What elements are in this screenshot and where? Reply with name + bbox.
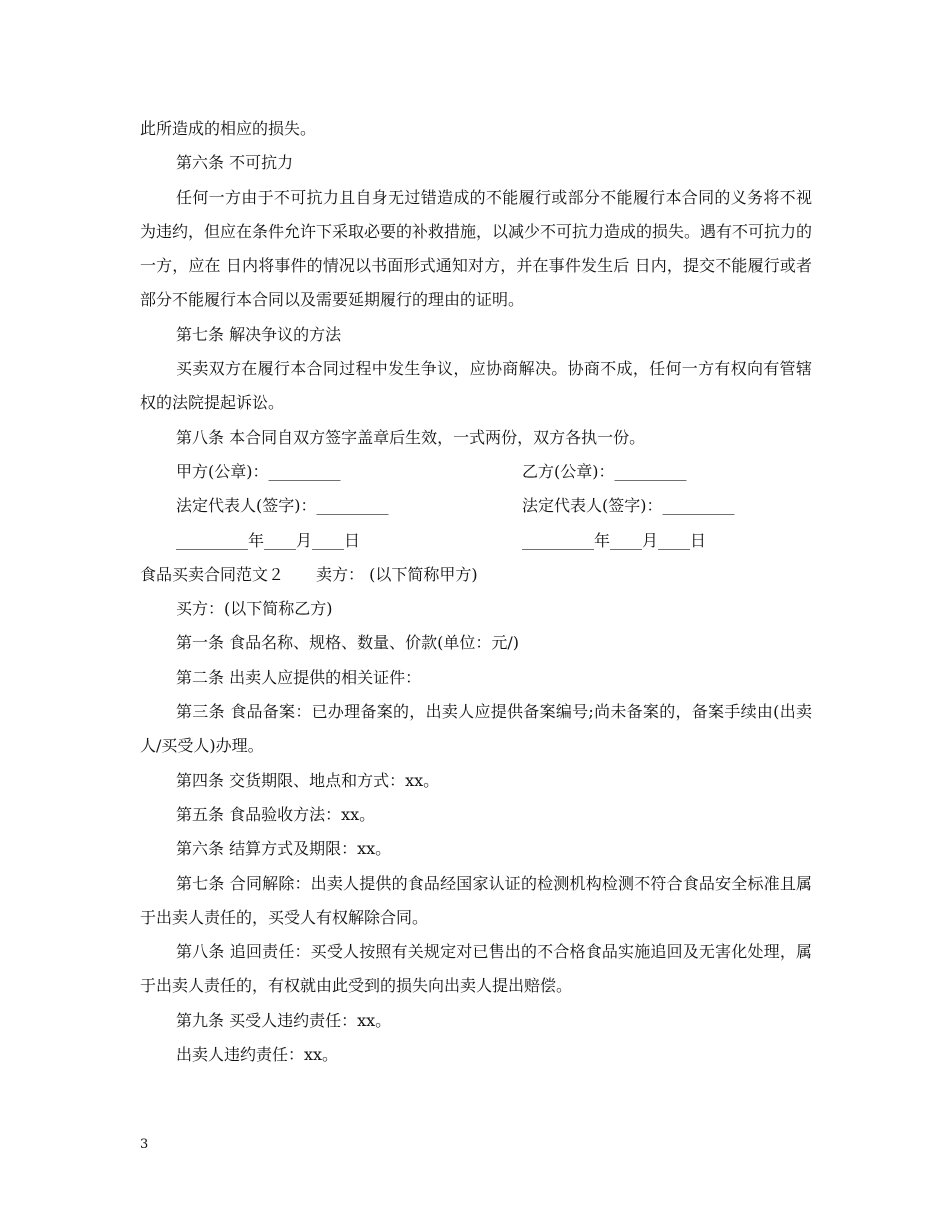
sample2-seller-liability: 出卖人违约责任：xx。 [176, 1045, 339, 1065]
paragraph-loss-continuation: 此所造成的相应的损失。 [140, 119, 317, 138]
party-a-date: _________年____月____日 [176, 530, 361, 550]
party-a-seal: 甲方(公章)：_________ [176, 461, 341, 481]
article-6-heading: 第六条 不可抗力 [176, 153, 294, 173]
signature-rep-row [140, 489, 812, 523]
article-7-body: 买卖双方在履行本合同过程中发生争议，应协商解决。协商不成，任何一方有权向有管辖权的法院提起诉讼。 [140, 359, 812, 413]
sample2-article-3: 第三条 食品备案：已办理备案的，出卖人应提供备案编号;尚未备案的，备案手续由(出卖人/买受人)办理。 [140, 702, 812, 756]
sample2-article-6: 第六条 结算方式及期限：xx。 [176, 839, 392, 859]
sample2-title-line [140, 558, 812, 592]
party-a-representative: 法定代表人(签字)：_________ [176, 496, 389, 516]
sample2-article-4: 第四条 交货期限、地点和方式：xx。 [176, 770, 440, 790]
sample2-article-2: 第二条 出卖人应提供的相关证件： [176, 667, 422, 687]
article-7-heading: 第七条 解决争议的方法 [176, 324, 342, 344]
sample2-article-7: 第七条 合同解除：出卖人提供的食品经国家认证的检测机构检测不符合食品安全标准且属于出卖人责任的，买受人有权解除合同。 [140, 873, 812, 927]
party-b-representative: 法定代表人(签字)：_________ [522, 496, 735, 516]
sample2-article-1: 第一条 食品名称、规格、数量、价款(单位：元/) [176, 633, 519, 653]
party-b-seal: 乙方(公章)：_________ [522, 461, 687, 481]
sample2-title: 食品买卖合同范文２ [140, 564, 285, 584]
article-8-body: 第八条 本合同自双方签字盖章后生效，一式两份，双方各执一份。 [176, 427, 646, 447]
article-6-body: 任何一方由于不可抗力且自身无过错造成的不能履行或部分不能履行本合同的义务将不视为违约，但应在条件允许下采取必要的补救措施，以减少不可抗力造成的损失。遇有不可抗力的一方，应在 日内将事件的情况以书面形式通知对方，并在事件发生后 日内，提交不能履行或者部分不能履行本合同以及需要延期履行的理由的证明。 [140, 187, 813, 310]
sample2-seller: 卖方： (以下简称甲方) [316, 564, 478, 584]
party-b-date: _________年____月____日 [522, 530, 707, 550]
page-number: 3 [140, 1137, 149, 1152]
signature-date-row [140, 524, 812, 558]
signature-seal-row [140, 455, 812, 489]
sample2-article-5: 第五条 食品验收方法：xx。 [176, 804, 376, 824]
document-body [140, 112, 812, 1072]
sample2-article-9: 第九条 买受人违约责任：xx。 [176, 1010, 392, 1030]
sample2-buyer: 买方：(以下简称乙方) [176, 599, 333, 619]
sample2-article-8: 第八条 追回责任：买受人按照有关规定对已售出的不合格食品实施追回及无害化处理，属于出卖人责任的，有权就由此受到的损失向出卖人提出赔偿。 [140, 942, 812, 996]
